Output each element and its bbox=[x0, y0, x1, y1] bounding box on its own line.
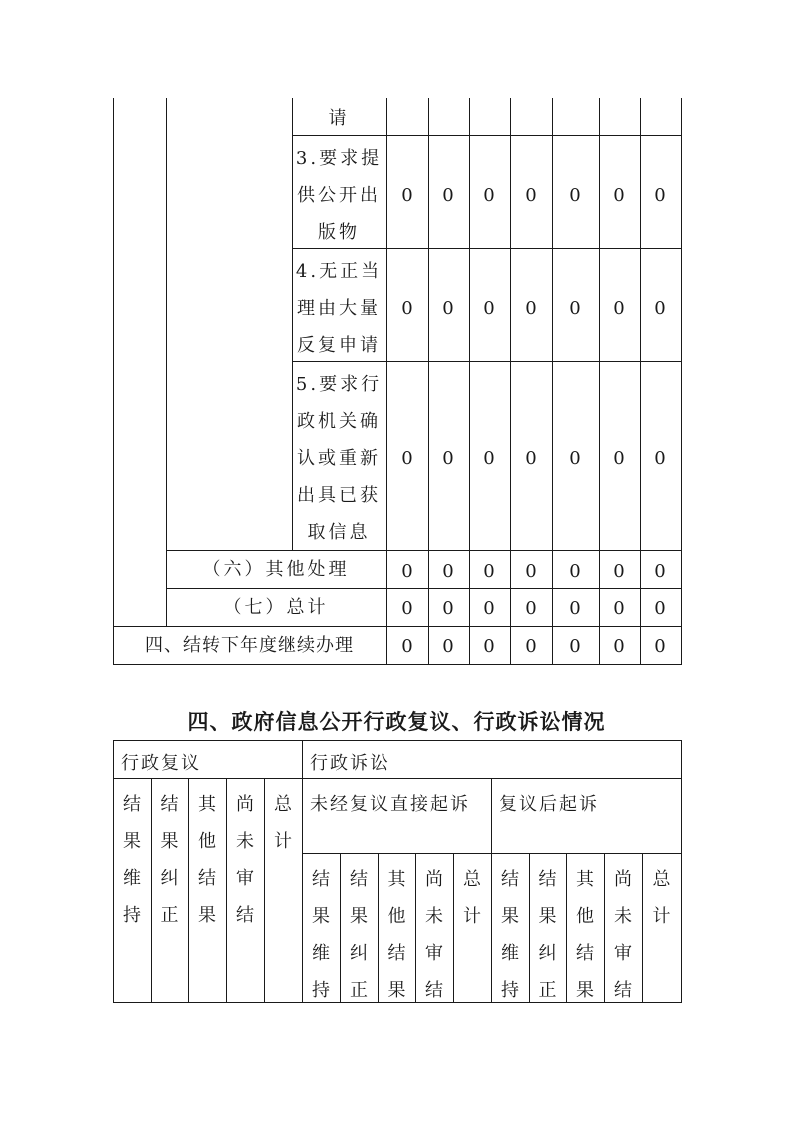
value-cell: 0 bbox=[525, 185, 537, 206]
value-cell: 0 bbox=[401, 298, 413, 319]
value-cell: 0 bbox=[442, 636, 454, 657]
review-col-header: 结果纠正 bbox=[160, 794, 179, 926]
value-cell: 0 bbox=[654, 561, 666, 582]
value-cell: 0 bbox=[569, 185, 581, 206]
value-cell: 0 bbox=[654, 636, 666, 657]
section-title: 四、政府信息公开行政复议、行政诉讼情况 bbox=[187, 710, 606, 734]
value-cell: 0 bbox=[525, 636, 537, 657]
value-cell: 0 bbox=[442, 598, 454, 619]
row-label-carry-over: 四、结转下年度继续办理 bbox=[145, 635, 354, 656]
value-cell: 0 bbox=[613, 448, 625, 469]
direct-sub-col-header: 总计 bbox=[463, 869, 481, 927]
value-cell: 0 bbox=[525, 448, 537, 469]
value-cell: 0 bbox=[483, 185, 495, 206]
after-review-sub-col-header: 结果纠正 bbox=[538, 869, 557, 1001]
review-col-header: 尚未审结 bbox=[236, 794, 254, 926]
value-cell: 0 bbox=[654, 185, 666, 206]
value-cell: 0 bbox=[613, 298, 625, 319]
litigation-header: 行政诉讼 bbox=[310, 753, 390, 774]
review-col-header: 结果维持 bbox=[123, 794, 141, 926]
row-label-other-handling: （六）其他处理 bbox=[202, 559, 350, 580]
value-cell: 0 bbox=[483, 448, 495, 469]
value-cell: 0 bbox=[442, 298, 454, 319]
direct-litigation-header: 未经复议直接起诉 bbox=[310, 794, 470, 815]
value-cell: 0 bbox=[401, 448, 413, 469]
value-cell: 0 bbox=[654, 448, 666, 469]
value-cell: 0 bbox=[569, 598, 581, 619]
value-cell: 0 bbox=[654, 298, 666, 319]
value-cell: 0 bbox=[654, 598, 666, 619]
value-cell: 0 bbox=[613, 598, 625, 619]
value-cell: 0 bbox=[525, 598, 537, 619]
value-cell: 0 bbox=[442, 185, 454, 206]
value-cell: 0 bbox=[442, 561, 454, 582]
review-col-header: 其他结果 bbox=[198, 794, 216, 926]
review-header: 行政复议 bbox=[121, 753, 201, 774]
row-label-request-tail: 请 bbox=[328, 108, 350, 129]
after-review-sub-col-header: 尚未审结 bbox=[614, 869, 632, 1001]
value-cell: 0 bbox=[401, 561, 413, 582]
after-review-litigation-header: 复议后起诉 bbox=[499, 794, 599, 815]
after-review-sub-col-header: 其他结果 bbox=[576, 869, 594, 1001]
after-review-sub-col-header: 总计 bbox=[652, 869, 671, 927]
value-cell: 0 bbox=[401, 598, 413, 619]
value-cell: 0 bbox=[525, 561, 537, 582]
row-label-publication: 3.要求提 供公开出 版物 bbox=[295, 148, 383, 243]
row-label-reconfirm-info: 5.要求行 政机关确 认或重新 出具已获 取信息 bbox=[295, 374, 383, 543]
value-cell: 0 bbox=[569, 448, 581, 469]
value-cell: 0 bbox=[525, 298, 537, 319]
value-cell: 0 bbox=[401, 636, 413, 657]
value-cell: 0 bbox=[613, 636, 625, 657]
value-cell: 0 bbox=[401, 185, 413, 206]
value-cell: 0 bbox=[613, 561, 625, 582]
after-review-sub-col-header: 结果维持 bbox=[501, 869, 519, 1001]
direct-sub-col-header: 其他结果 bbox=[387, 869, 406, 1001]
direct-sub-col-header: 结果纠正 bbox=[350, 869, 368, 1001]
value-cell: 0 bbox=[613, 185, 625, 206]
row-label-total: （七）总计 bbox=[223, 597, 329, 618]
value-cell: 0 bbox=[483, 298, 495, 319]
value-cell: 0 bbox=[442, 448, 454, 469]
value-cell: 0 bbox=[483, 636, 495, 657]
direct-sub-col-header: 结果维持 bbox=[312, 869, 330, 1001]
value-cell: 0 bbox=[569, 561, 581, 582]
value-cell: 0 bbox=[483, 598, 495, 619]
value-cell: 0 bbox=[569, 636, 581, 657]
row-label-repeated-request: 4.无正当 理由大量 反复申请 bbox=[295, 261, 383, 356]
direct-sub-col-header: 尚未审结 bbox=[425, 869, 443, 1001]
value-cell: 0 bbox=[569, 298, 581, 319]
review-col-header: 总计 bbox=[274, 794, 292, 852]
value-cell: 0 bbox=[483, 561, 495, 582]
